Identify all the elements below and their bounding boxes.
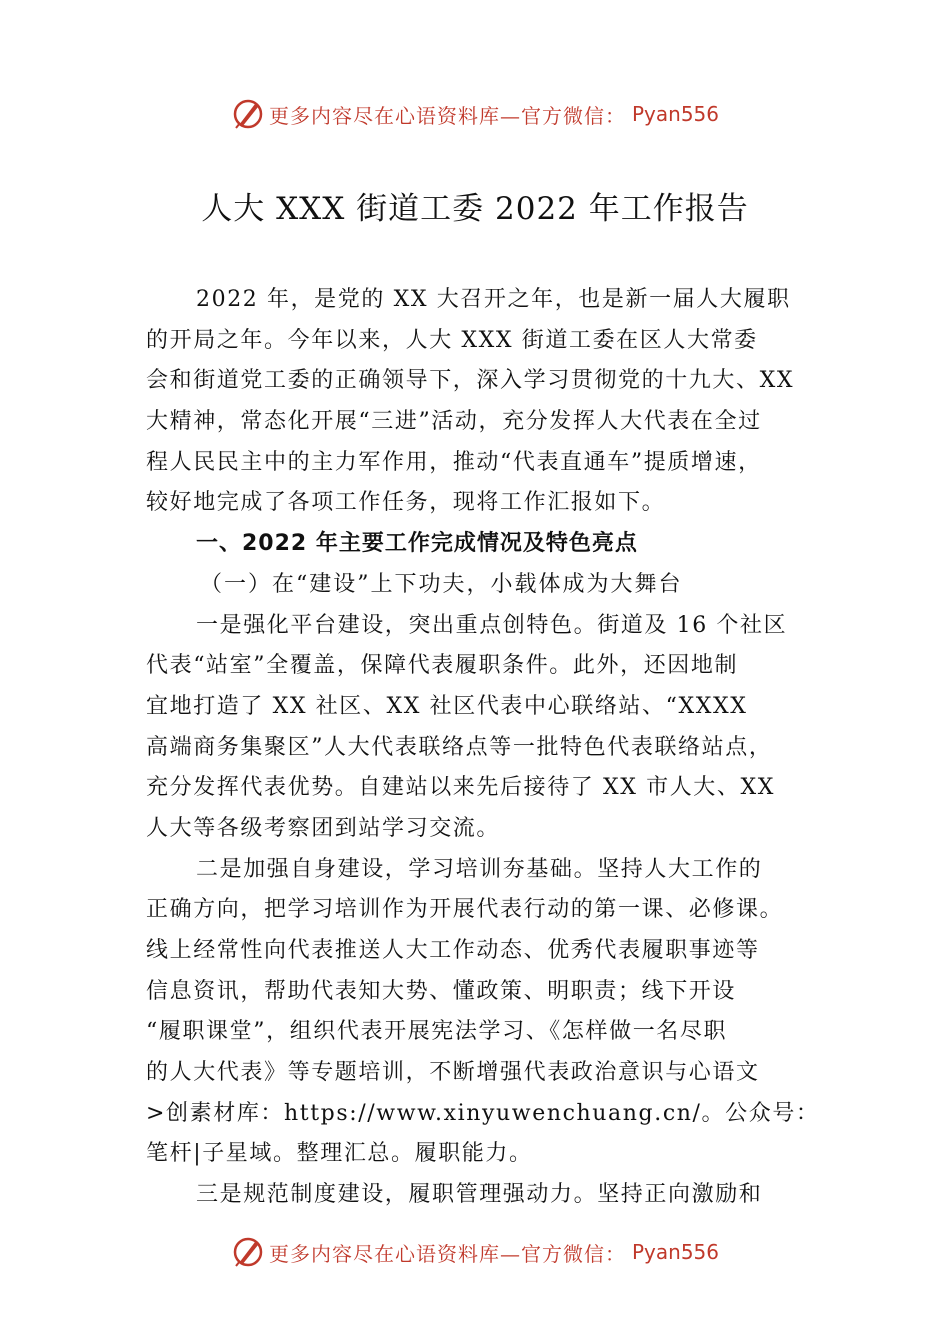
- subsection-heading: （一）在“建设”上下功夫，小载体成为大舞台: [200, 571, 683, 597]
- body-line: 大精神，常态化开展“三进”活动，充分发挥人大代表在全过: [146, 409, 762, 435]
- banner-wechat-id: Pyan556: [631, 1240, 719, 1264]
- header-banner: [0, 94, 950, 134]
- body-line: 线上经常性向代表推送人大工作动态、优秀代表履职事迹等: [146, 938, 760, 963]
- body-line: 的开局之年。今年以来，人大 XXX 街道工委在区人大常委: [146, 327, 758, 353]
- body-line: 较好地完成了各项工作任务，现将工作汇报如下。: [146, 490, 666, 516]
- body-line: “履职课堂”，组织代表开展宪法学习、《怎样做一名尽职: [146, 1019, 728, 1045]
- body-line: >创素材库：https://www.xinyuwenchuang.cn/。公众号：: [146, 1100, 820, 1126]
- body-line: 高端商务集聚区”人大代表联络点等一批特色代表联络站点，: [146, 734, 773, 760]
- body-line: 程人民民主中的主力军作用，推动“代表直通车”提质增速，: [146, 449, 762, 475]
- quill-pen-logo: [231, 97, 265, 131]
- body-line: 代表“站室”全覆盖，保障代表履职条件。此外，还因地制: [146, 653, 739, 679]
- body-line: 宜地打造了 XX 社区、XX 社区代表中心联络站、“XXXX: [146, 693, 748, 719]
- banner-brand-text: 更多内容尽在心语资料库—官方微信：: [268, 103, 626, 128]
- body-line: 笔杆|子星域。整理汇总。履职能力。: [146, 1141, 533, 1167]
- document-body: [146, 280, 826, 1216]
- body-line: 一是强化平台建设，突出重点创特色。街道及 16 个社区: [196, 612, 788, 638]
- body-line: 会和街道党工委的正确领导下，深入学习贯彻党的十九大、XX: [146, 368, 795, 394]
- body-line: 的人大代表》等专题培训，不断增强代表政治意识与心语文: [146, 1060, 760, 1086]
- quill-pen-logo: [231, 1235, 265, 1269]
- body-line: 2022 年，是党的 XX 大召开之年，也是新一届人大履职: [196, 287, 791, 312]
- section-heading: 一、2022 年主要工作完成情况及特色亮点: [196, 531, 638, 557]
- body-line: 三是规范制度建设，履职管理强动力。坚持正向激励和: [196, 1182, 763, 1208]
- document-title: 人大 XXX 街道工委 2022 年工作报告: [201, 191, 749, 227]
- body-line: 二是加强自身建设，学习培训夯基础。坚持人大工作的: [196, 856, 763, 882]
- body-line: 人大等各级考察团到站学习交流。: [146, 815, 501, 841]
- body-line: 信息资讯，帮助代表知大势、懂政策、明职责；线下开设: [146, 978, 737, 1004]
- body-line: 正确方向，把学习培训作为开展代表行动的第一课、必修课。: [146, 897, 784, 923]
- banner-brand-text: 更多内容尽在心语资料库—官方微信：: [268, 1241, 626, 1266]
- banner-wechat-id: Pyan556: [631, 102, 719, 126]
- footer-banner: [0, 1232, 950, 1272]
- body-line: 充分发挥代表优势。自建站以来先后接待了 XX 市人大、XX: [146, 775, 776, 801]
